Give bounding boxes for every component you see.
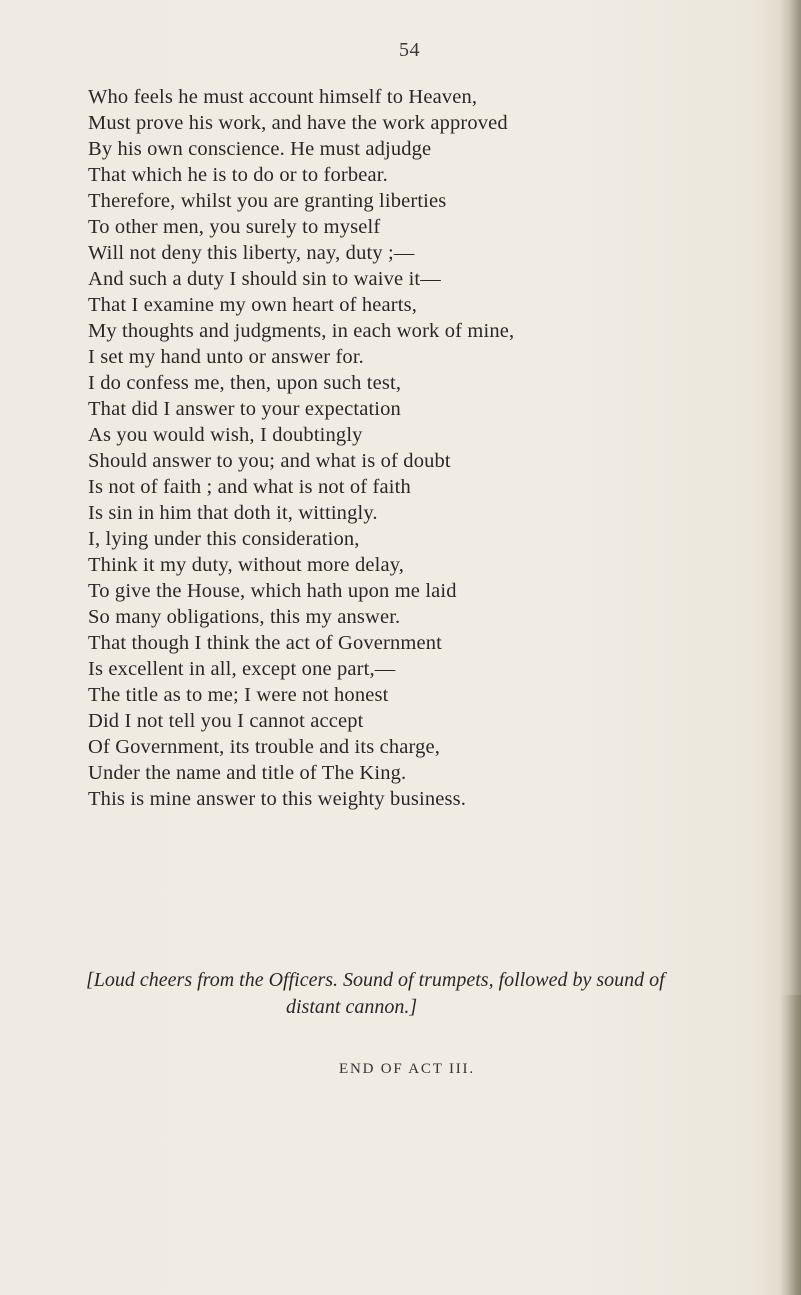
verse-line: Therefore, whilst you are granting liberties bbox=[88, 190, 447, 212]
stage-direction-line: [Loud cheers from the Officers. Sound of trumpets, followed by sound of bbox=[86, 969, 665, 991]
verse-line: I, lying under this consideration, bbox=[88, 528, 360, 550]
verse-line: This is mine answer to this weighty business. bbox=[88, 788, 467, 810]
verse-line: I set my hand unto or answer for. bbox=[88, 346, 364, 368]
verse-line: Did I not tell you I cannot accept bbox=[88, 710, 364, 732]
verse-line: Who feels he must account himself to Heaven, bbox=[88, 86, 478, 108]
verse-line: That I examine my own heart of hearts, bbox=[88, 294, 418, 316]
verse-line: That though I think the act of Government bbox=[88, 632, 442, 654]
verse-line: As you would wish, I doubtingly bbox=[88, 424, 363, 446]
verse-line: I do confess me, then, upon such test, bbox=[88, 372, 402, 394]
verse-line: The title as to me; I were not honest bbox=[88, 684, 389, 706]
verse-line: Must prove his work, and have the work approved bbox=[88, 112, 508, 134]
verse-line: By his own conscience. He must adjudge bbox=[88, 138, 432, 160]
verse-line: To give the House, which hath upon me laid bbox=[88, 580, 457, 602]
verse-line: And such a duty I should sin to waive it— bbox=[88, 268, 441, 290]
verse-line: Should answer to you; and what is of doubt bbox=[88, 450, 451, 472]
verse-line: Will not deny this liberty, nay, duty ;— bbox=[88, 242, 415, 264]
verse-line: Is not of faith ; and what is not of faith bbox=[88, 476, 411, 498]
page-number: 54 bbox=[399, 39, 420, 61]
end-of-act-marker: END OF ACT III. bbox=[339, 1061, 475, 1077]
stage-direction-line: distant cannon.] bbox=[286, 996, 418, 1018]
verse-line: My thoughts and judgments, in each work of mine, bbox=[88, 320, 515, 342]
page-edge-stain bbox=[781, 995, 801, 1295]
stage-direction bbox=[86, 967, 786, 1021]
verse-line: Of Government, its trouble and its charge, bbox=[88, 736, 441, 758]
verse-line: Is excellent in all, except one part,— bbox=[88, 658, 396, 680]
verse-line: To other men, you surely to myself bbox=[88, 216, 381, 238]
verse-line: Under the name and title of The King. bbox=[88, 762, 407, 784]
verse-block bbox=[88, 84, 514, 812]
verse-line: That which he is to do or to forbear. bbox=[88, 164, 388, 186]
verse-line: So many obligations, this my answer. bbox=[88, 606, 401, 628]
verse-line: That did I answer to your expectation bbox=[88, 398, 401, 420]
verse-line: Is sin in him that doth it, wittingly. bbox=[88, 502, 378, 524]
verse-line: Think it my duty, without more delay, bbox=[88, 554, 405, 576]
